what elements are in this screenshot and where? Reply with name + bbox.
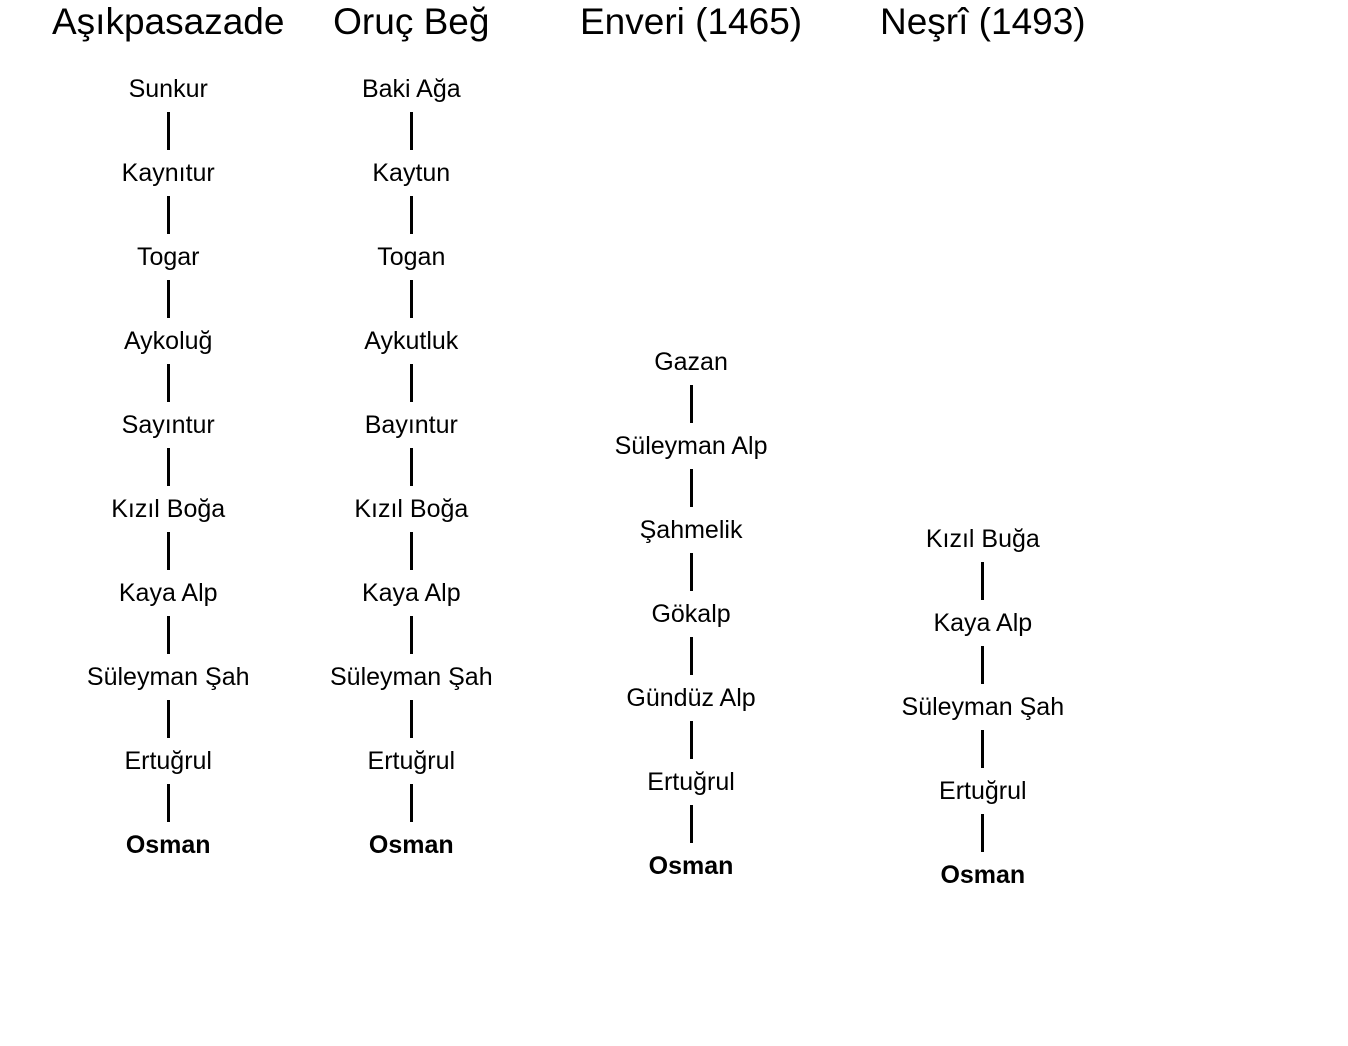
lineage-connector — [410, 280, 413, 318]
lineage-connector — [167, 196, 170, 234]
lineage-connector — [410, 448, 413, 486]
lineage-connector — [167, 616, 170, 654]
lineage-column-oruc-beg — [330, 0, 493, 860]
lineage-connector — [167, 784, 170, 822]
lineage-connector — [410, 532, 413, 570]
lineage-connector — [167, 280, 170, 318]
lineage-connector — [167, 112, 170, 150]
lineage-chain — [615, 347, 768, 881]
lineage-node: Kaya Alp — [118, 579, 218, 607]
lineage-node-osman: Osman — [940, 861, 1026, 889]
lineage-connector — [410, 196, 413, 234]
lineage-node: Baki Ağa — [361, 75, 461, 103]
lineage-node: Sayıntur — [121, 411, 215, 439]
lineage-connector — [410, 112, 413, 150]
lineage-connector — [690, 385, 693, 423]
lineage-node: Gökalp — [651, 600, 731, 628]
lineage-connector — [690, 721, 693, 759]
lineage-node: Kızıl Boğa — [354, 495, 469, 523]
lineage-connector — [410, 616, 413, 654]
lineage-node: Kaynıtur — [121, 159, 215, 187]
lineage-node: Süleyman Şah — [330, 663, 493, 691]
lineage-connector — [981, 646, 984, 684]
lineage-connector — [690, 805, 693, 843]
lineage-node: Süleyman Şah — [901, 693, 1065, 721]
lineage-connector — [167, 532, 170, 570]
lineage-node: Şahmelik — [639, 516, 743, 544]
lineage-node: Süleyman Şah — [86, 663, 250, 691]
lineage-connector — [981, 730, 984, 768]
lineage-node: Sunkur — [128, 75, 208, 103]
column-title: Neşrî (1493) — [880, 1, 1086, 42]
lineage-node: Gazan — [654, 348, 728, 376]
lineage-node: Kaya Alp — [361, 579, 461, 607]
lineage-node: Togan — [377, 243, 446, 271]
lineage-column-nesri — [880, 0, 1086, 890]
column-title: Enveri (1465) — [580, 1, 803, 42]
lineage-connector — [690, 637, 693, 675]
lineage-node: Aykoluğ — [123, 327, 213, 355]
lineage-column-asikpasazade — [52, 0, 284, 860]
lineage-node: Gündüz Alp — [626, 684, 756, 712]
lineage-connector — [981, 814, 984, 852]
lineage-connector — [981, 562, 984, 600]
lineage-node: Ertuğrul — [367, 747, 456, 775]
lineage-connector — [410, 364, 413, 402]
lineage-node: Kızıl Buğa — [925, 525, 1040, 553]
lineage-node: Kaya Alp — [933, 609, 1033, 637]
lineage-connector — [410, 784, 413, 822]
lineage-connector — [167, 364, 170, 402]
lineage-node: Kızıl Boğa — [111, 495, 226, 523]
lineage-node: Kaytun — [372, 159, 451, 187]
lineage-node: Ertuğrul — [124, 747, 212, 775]
lineage-node: Süleyman Alp — [614, 432, 768, 460]
lineage-connector — [690, 469, 693, 507]
lineage-node: Togar — [136, 243, 200, 271]
lineage-chain — [87, 74, 250, 860]
lineage-node: Aykutluk — [364, 327, 459, 355]
column-title: Oruç Beğ — [333, 1, 490, 42]
lineage-column-enveri — [580, 0, 802, 881]
lineage-node-osman: Osman — [125, 831, 211, 859]
lineage-chain — [902, 524, 1065, 890]
lineage-node: Ertuğrul — [939, 777, 1027, 805]
lineage-connector — [167, 700, 170, 738]
lineage-node: Bayıntur — [364, 411, 458, 439]
column-title: Aşıkpasazade — [52, 1, 285, 42]
lineage-chain — [330, 74, 493, 860]
lineage-connector — [410, 700, 413, 738]
lineage-node-osman: Osman — [368, 831, 454, 859]
lineage-node-osman: Osman — [648, 852, 734, 880]
lineage-connector — [167, 448, 170, 486]
lineage-node: Ertuğrul — [647, 768, 735, 796]
lineage-connector — [690, 553, 693, 591]
